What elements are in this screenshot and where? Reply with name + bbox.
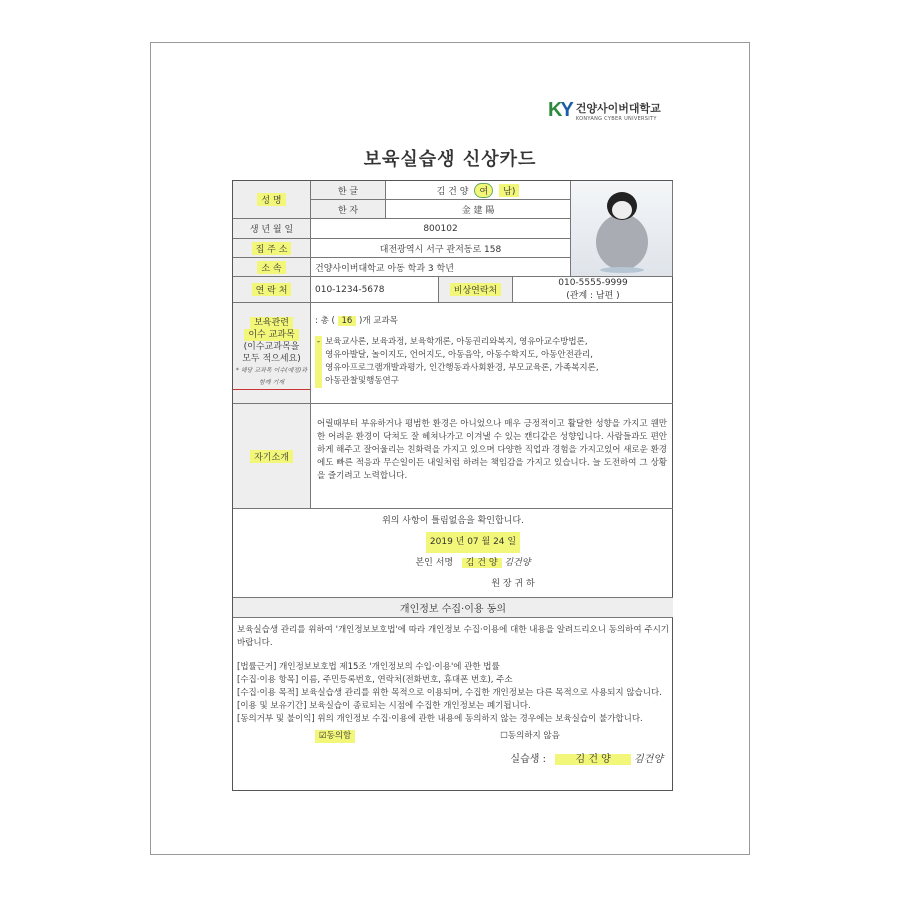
total-prefix: : 총 ( xyxy=(315,316,335,326)
logo-name-en: KONYANG CYBER UNIVERSITY xyxy=(575,115,657,122)
courses-line: 영유아프로그램개발과평가, 인간행동과사회환경, 부모교육론, 가족복지론, xyxy=(325,363,599,373)
gender-male: 남) xyxy=(499,184,519,197)
emergency-relation: (관계 : 남편 ) xyxy=(566,291,620,301)
page-title: 보육실습생 신상카드 xyxy=(363,149,537,170)
courses-label xyxy=(233,303,311,404)
agree-option[interactable]: ☑동의함 xyxy=(315,730,355,743)
courses-line: 보육교사론, 보육과정, 보육학개론, 아동권리와복지, 영유아교수방법론, xyxy=(325,337,588,347)
courses-label-2: 이수 교과목 xyxy=(244,329,298,341)
consent-item: [법률근거] 개인정보보호법 제15조 '개인정보의 수입·이용'에 관한 법률 xyxy=(237,662,500,672)
courses-note-1: (이수교과목을 xyxy=(243,341,300,352)
intro-label xyxy=(233,404,311,509)
student-name: 김 건 양 xyxy=(555,754,630,765)
courses-line: 아동관찰및행동연구 xyxy=(325,376,399,386)
logo-mark: KY xyxy=(548,99,572,121)
courses-content xyxy=(311,303,673,404)
affiliation-value: 건양사이버대학교 아동 학과 3 학년 xyxy=(311,258,571,277)
birth-label-text: 생 년 월 일 xyxy=(249,225,294,235)
confirm-date: 2019 년 07 월 24 일 xyxy=(426,532,520,553)
address-label-text: 집 주 소 xyxy=(252,242,292,255)
courses-label-1: 보육관련 xyxy=(250,317,293,329)
photo xyxy=(571,181,673,277)
emergency-phone: 010-5555-9999 xyxy=(558,278,628,288)
signer-name: 김 건 양 xyxy=(462,558,502,568)
university-logo xyxy=(548,99,661,122)
addressee: 원 장 귀 하 xyxy=(491,579,535,589)
affiliation-label-text: 소 속 xyxy=(257,261,285,274)
confirmation-section xyxy=(233,509,673,598)
courses-line: 영유아발달, 놀이지도, 언어지도, 아동음악, 아동수학지도, 아동안전관리, xyxy=(325,350,593,360)
hangul-name-text: 김 건 양 xyxy=(436,186,469,197)
contact-label-text: 연 락 처 xyxy=(252,283,292,296)
address-value: 대전광역시 서구 관저동로 158 xyxy=(311,239,571,258)
student-signature: 김건양 xyxy=(634,754,663,765)
handwritten-note: * 해당 교과목 이수(예정)과 함께 기재 xyxy=(233,365,310,390)
birth-value: 800102 xyxy=(311,219,571,239)
consent-header: 개인정보 수집·이용 동의 xyxy=(233,598,673,618)
intro-label-text: 자기소개 xyxy=(250,450,293,463)
hangul-label: 한 글 xyxy=(311,181,386,200)
consent-item: [수집·이용 항목] 이름, 주민등록번호, 연락처(전화번호, 휴대폰 번호), 주소 xyxy=(237,675,513,685)
student-label: 실습생 : xyxy=(510,754,546,765)
total-suffix: )개 교과목 xyxy=(359,316,398,326)
courses-total xyxy=(315,315,669,328)
emergency-value xyxy=(513,277,673,303)
gender-female-circled: 여 xyxy=(474,183,493,198)
birth-label xyxy=(233,219,311,239)
emergency-label-text: 비상연락처 xyxy=(450,283,501,296)
courses-note-2: 모두 적으세요) xyxy=(242,353,301,364)
emergency-label xyxy=(439,277,513,303)
affiliation-label xyxy=(233,258,311,277)
confirm-text: 위의 사항이 틀림없음을 확인합니다. xyxy=(382,516,524,526)
hangul-name xyxy=(386,181,571,200)
contact-value: 010-1234-5678 xyxy=(311,277,439,303)
agree-label: 동의함 xyxy=(326,731,352,741)
consent-item: [이용 및 보유기간] 보육실습이 종료되는 시점에 수집한 개인정보는 폐기됩니다. xyxy=(237,701,531,711)
intro-text: 어릴때부터 부유하거나 평범한 환경은 아니었으나 매우 긍정적이고 활달한 성향을 가지고 웬만한 어려운 환경이 닥쳐도 잘 헤쳐나가고 이겨낼 수 있는 캔디같은 성향입니다. 사람들과도 편안하게 해주고 잘어울리는 친화력을 가지고 있으며 다양한 직업과 경험을 가지고있어 새로운 환경에도 빠른 적응과 무슨일이든 내일처럼 하려는 책임감을 가지고 있습니다. 늘 도전하여 그 상황을 즐기려고 노력합니다. xyxy=(311,404,673,509)
courses-total-count: 16 xyxy=(338,316,357,326)
name-label xyxy=(233,181,311,219)
profile-table xyxy=(232,180,673,791)
consent-body xyxy=(233,618,673,790)
hanja-name: 金 建 陽 xyxy=(386,200,571,219)
disagree-option[interactable]: ☐동의하지 않음 xyxy=(500,731,560,741)
address-label xyxy=(233,239,311,258)
list-dash: - xyxy=(315,336,322,388)
consent-intro: 보육실습생 관리를 위하여 '개인정보보호법'에 따라 개인정보 수집·이용에 대한 내용을 알려드리오니 동의하여 주시기 바랍니다. xyxy=(237,625,669,648)
disagree-label: 동의하지 않음 xyxy=(507,731,560,741)
logo-name: 건양사이버대학교 xyxy=(575,101,661,115)
signature: 김건양 xyxy=(504,558,531,568)
name-label-text: 성 명 xyxy=(257,193,285,206)
penguin-photo-icon xyxy=(587,184,657,274)
hanja-label: 한 자 xyxy=(311,200,386,219)
contact-label xyxy=(233,277,311,303)
sign-label: 본인 서명 xyxy=(415,558,454,568)
consent-item: [수집·이용 목적] 보육실습생 관리를 위한 목적으로 이용되며, 수집한 개인정보는 다른 목적으로 사용되지 않습니다. xyxy=(237,688,662,698)
consent-item: [동의거부 및 불이익] 위의 개인정보 수집·이용에 관한 내용에 동의하지 않는 경우에는 보육실습이 불가합니다. xyxy=(237,714,643,724)
